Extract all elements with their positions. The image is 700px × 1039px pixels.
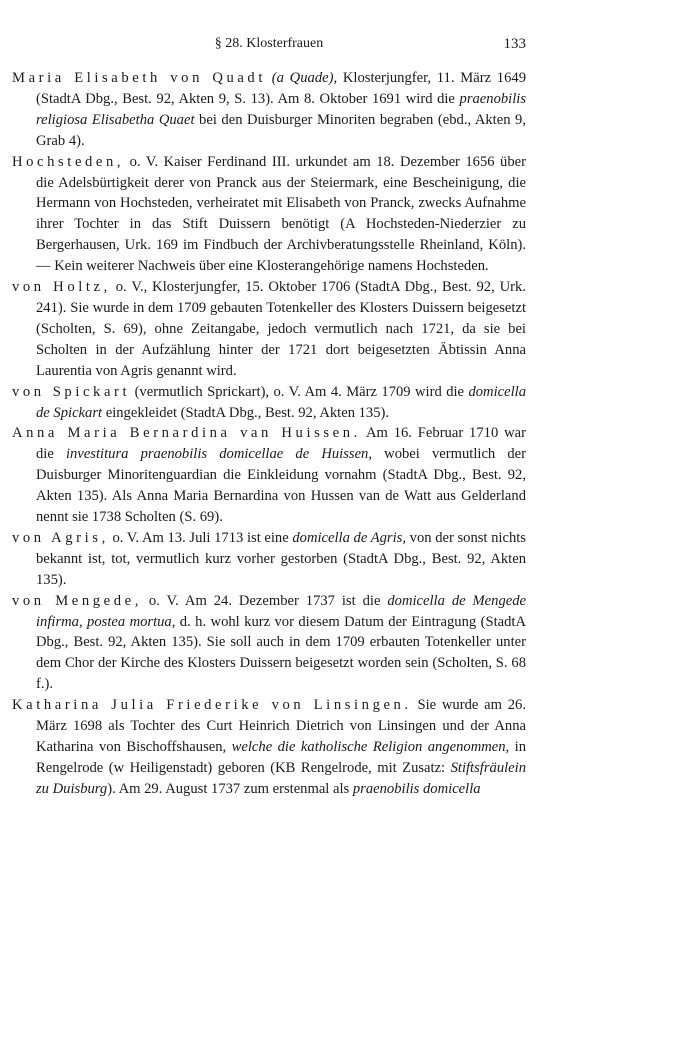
italic-text: Stiftsfräulein zu Duisburg [36,759,526,797]
entry-text: d. h. wohl kurz vor diesem Datum der Eintragung (StadtA Dbg., Best. 92, Akten 135). Sie soll auch in dem 1709 erbauten Totenkeller unter dem Chor der Kirche des Klosters Duissern beigesetzt worden sein (Scholten, S. 68 f.). [36,613,526,693]
list-item [12,68,526,152]
italic-text: welche die katholische Religion angenommen, [231,739,510,755]
page-number: 133 [503,36,526,52]
running-header [12,36,526,58]
italic-text: (a Quade), [271,70,338,86]
document-page [12,36,526,800]
entry-text: o. V. Kaiser Ferdinand III. urkundet am 18. Dezember 1656 über die Adelsbürtigkeit derer von Pranck aus der Steiermark, eine Bescheinigung, die Hermann von Hochsteden, verheiratet mit Elisabeth von Pranck, zwecks Aufnahme ihrer Tochter in das Stift Duissern benötigt (A Hochsteden-Niederzier zu Bergerhausen, Urk. 169 im Findbuch der Archivberatungsstelle Rheinland, Köln). — Kein weiterer Nachweis über eine Klosterangehörige namens Hochsteden. [36,153,526,275]
entry-text: (vermutlich Sprickart), o. V. Am 4. März 1709 wird die [130,383,469,400]
entry-text: von der sonst nichts bekannt ist, tot, vermutlich kurz vorher gestorben (StadtA Dbg., Best. 92, Akten 135). [36,529,526,588]
italic-text: praenobilis religiosa Elisabetha Quaet [36,90,526,128]
italic-text: domicella de Spickart [36,383,527,421]
italic-text: domicella de Agris, [292,529,406,546]
entry-name: Anna Maria Bernardina van Huissen. [12,425,361,442]
entry-text: o. V., Klosterjungfer, 15. Oktober 1706 (StadtA Dbg., Best. 92, Urk. 241). Sie wurde in dem 1709 gebauten Totenkeller des Klosters Duissern beigesetzt (Scholten, S. 69), ohne Zeitangabe, jedoch vermutlich nach 1721, da sie bei Scholten in der Aufzählung hinter der 1721 dort beigesetzten Äbtissin Anna Laurentia von Agris genannt wird. [36,279,526,379]
entry-name: von Spickart [12,383,131,400]
section-title: § 28. Klosterfrauen [214,36,324,51]
list-item [12,695,526,800]
entry-text: Am 16. Februar 1710 war die [36,425,526,463]
list-item [12,277,526,382]
italic-text: domicella de Mengede infirma, postea mortua, [36,592,526,630]
italic-text: investitura praenobilis domicellae de Huissen, [66,446,373,463]
entry-text: eingekleidet (StadtA Dbg., Best. 92, Akten 135). [102,404,390,421]
entry-name: von Holtz, [12,279,111,296]
entry-text: Sie wurde am 26. März 1698 als Tochter des Curt Heinrich Dietrich von Linsingen und der Anna Katharina von Bischoffshausen, [36,697,526,755]
entry-name: von Mengede, [12,592,142,609]
entry-name: Maria Elisabeth von Quadt [12,70,266,86]
entry-text: in Rengelrode (w Heiligenstadt) geboren (KB Rengelrode, mit Zusatz: [36,739,527,776]
entry-name: Hochsteden, [12,153,125,170]
list-item [12,382,526,424]
list-item [12,423,526,528]
entry-text: Klosterjungfer, 11. März 1649 (StadtA Dbg., Best. 92, Akten 9, S. 13). Am 8. Oktober 1691 wird die [36,70,526,107]
entry-text: bei den Duisburger Minoriten begraben (ebd., Akten 9, Grab 4). [36,111,526,149]
entry-text: wobei vermutlich der Duisburger Minoritenguardian die Einkleidung vornahm (StadtA Dbg., Best. 92, Akten 135). Als Anna Maria Bernardina von Hussen van de Watt aus Gelderland nennt sie 1738 Scholten (S. 69). [36,446,527,526]
entry-list [12,68,526,800]
entry-text: ). Am 29. August 1737 zum erstenmal als [107,780,353,797]
entry-name: Katharina Julia Friederike von Linsingen. [12,697,412,714]
list-item [12,152,526,277]
list-item [12,528,526,591]
entry-text: o. V. Am 24. Dezember 1737 ist die [141,592,388,609]
italic-text: praenobilis domicella [352,780,481,797]
entry-name: von Agris, [12,529,109,546]
list-item [12,591,526,696]
entry-text: o. V. Am 13. Juli 1713 ist eine [108,529,293,546]
